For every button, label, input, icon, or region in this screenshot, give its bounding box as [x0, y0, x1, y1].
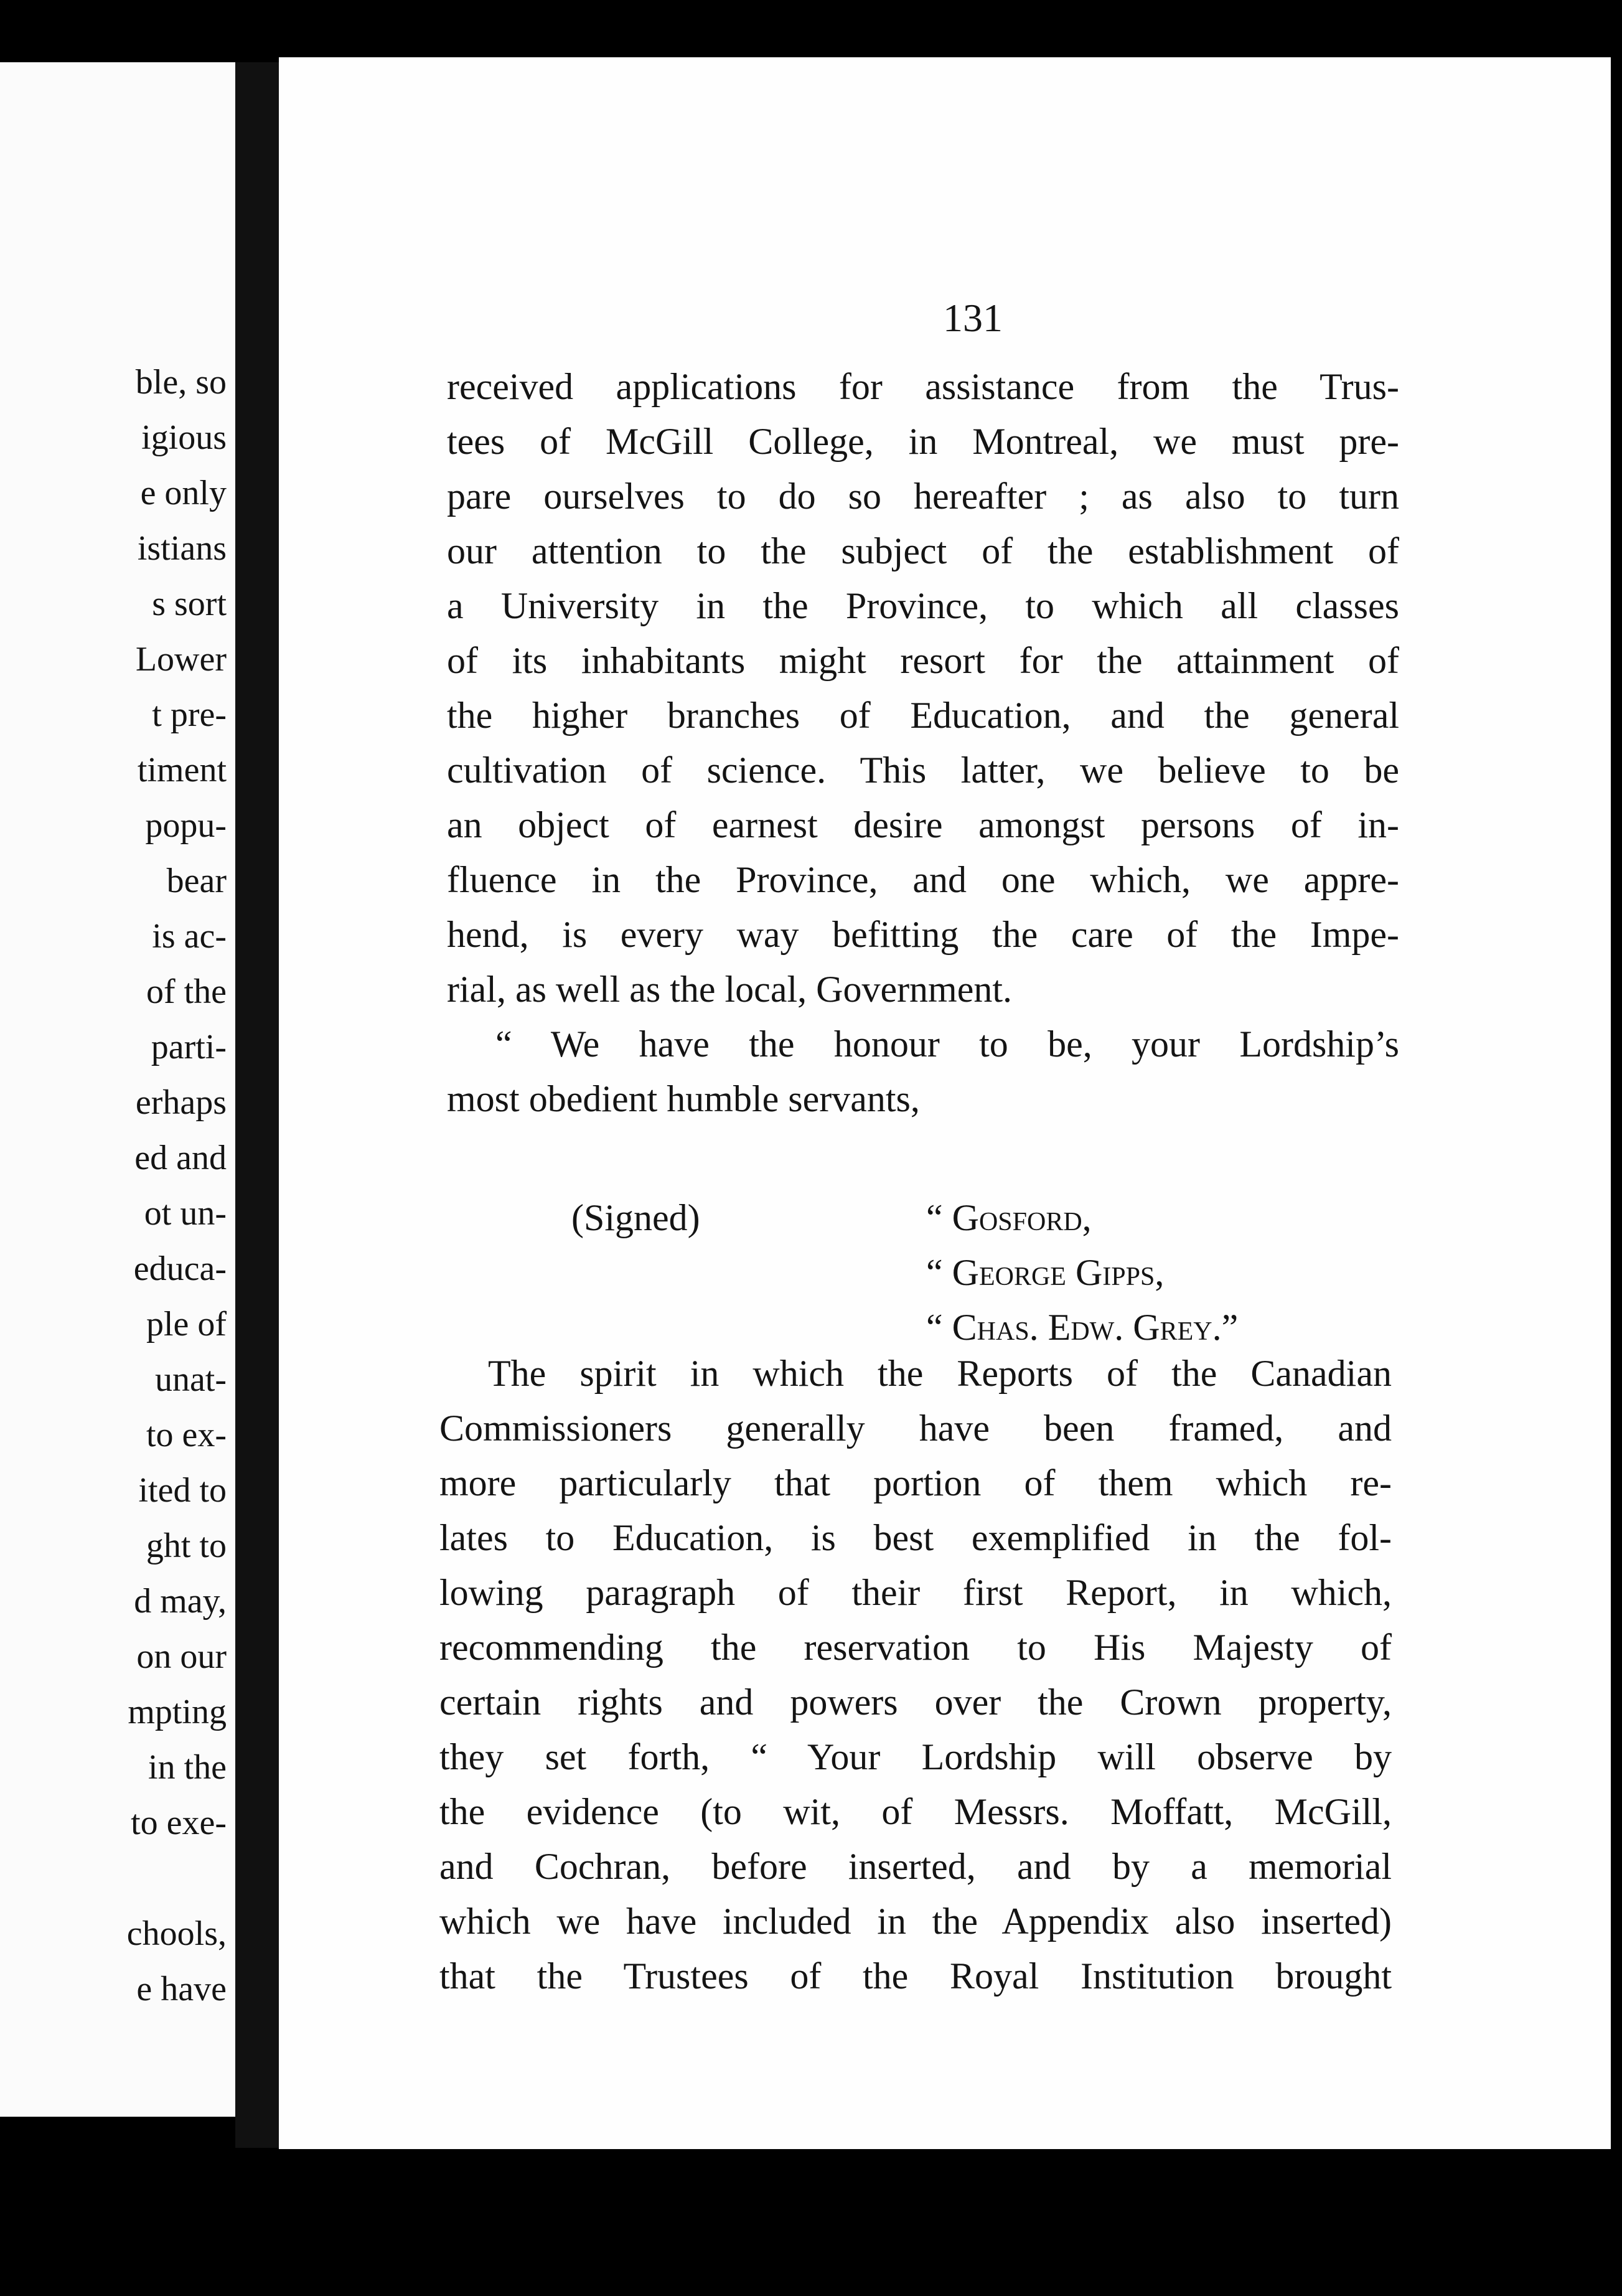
- facing-line: ot un-: [144, 1194, 227, 1233]
- text-line: more particularly that portion of them which re-: [439, 1462, 1392, 1503]
- text-line: the higher branches of Education, and the general: [447, 695, 1399, 736]
- facing-line: to exe-: [131, 1804, 227, 1842]
- facing-page: [0, 62, 235, 2117]
- facing-line: ble, so: [135, 363, 227, 402]
- facing-line: educa-: [133, 1249, 227, 1288]
- facing-line: of the: [146, 972, 227, 1011]
- text-line: lates to Education, is best exemplified in the fol-: [439, 1517, 1392, 1558]
- text-line: which we have included in the Appendix also inserted): [439, 1901, 1392, 1942]
- text-line: and Cochran, before inserted, and by a memorial: [439, 1846, 1392, 1887]
- text-line: lowing paragraph of their first Report, in which,: [439, 1572, 1392, 1613]
- text-line: tees of McGill College, in Montreal, we must pre-: [447, 421, 1399, 462]
- facing-line: to ex-: [146, 1416, 227, 1454]
- facing-line: igious: [141, 418, 227, 457]
- text-line: certain rights and powers over the Crown property,: [439, 1682, 1392, 1723]
- page-number: 131: [943, 296, 1003, 340]
- facing-line: popu-: [145, 806, 227, 845]
- book-gutter: [235, 62, 279, 2148]
- facing-line: in the: [148, 1748, 227, 1787]
- facing-line: on our: [136, 1637, 227, 1676]
- signatory-list: [926, 1190, 1238, 1355]
- text-line: they set forth, “ Your Lordship will observe by: [439, 1736, 1392, 1777]
- facing-line: unat-: [154, 1360, 227, 1399]
- text-line: that the Trustees of the Royal Institution brought: [439, 1955, 1392, 1997]
- text-line: hend, is every way befitting the care of the Impe-: [447, 914, 1399, 955]
- facing-line: ght to: [146, 1527, 227, 1565]
- text-line: pare ourselves to do so hereafter ; as also to turn: [447, 476, 1399, 517]
- facing-page-text: [127, 355, 227, 2017]
- facing-line: parti-: [151, 1028, 227, 1066]
- text-line: recommending the reservation to His Majesty of: [439, 1627, 1392, 1668]
- facing-line: is ac-: [152, 917, 227, 956]
- facing-line: Lower: [135, 640, 227, 679]
- facing-line: mpting: [128, 1693, 227, 1731]
- text-line: Commissioners generally have been framed, and: [439, 1408, 1392, 1449]
- text-line: an object of earnest desire amongst persons of in-: [447, 804, 1399, 845]
- text-line: The spirit in which the Reports of the Canadian: [488, 1353, 1392, 1394]
- facing-line: e have: [136, 1970, 227, 2008]
- book-page: [279, 57, 1611, 2149]
- facing-line: ple of: [146, 1305, 227, 1343]
- facing-line: erhaps: [135, 1083, 227, 1122]
- facing-line: ited to: [138, 1471, 227, 1510]
- paragraph: [439, 1346, 1392, 2003]
- facing-line: d may,: [134, 1582, 227, 1621]
- signatory: “ George Gipps,: [926, 1252, 1165, 1293]
- text-line: our attention to the subject of the establishment of: [447, 530, 1399, 572]
- text-line: rial, as well as the local, Government.: [447, 969, 1013, 1010]
- facing-line: timent: [137, 751, 227, 789]
- facing-line: t pre-: [152, 695, 227, 734]
- signatory: “ Chas. Edw. Grey.”: [926, 1307, 1239, 1348]
- text-line: of its inhabitants might resort for the attainment of: [447, 640, 1399, 681]
- facing-line: ed and: [134, 1139, 227, 1177]
- signatory: “ Gosford,: [926, 1197, 1092, 1238]
- text-line: a University in the Province, to which all classes: [447, 585, 1399, 626]
- facing-line: s sort: [152, 585, 227, 623]
- text-line: received applications for assistance from the Trus-: [447, 366, 1399, 407]
- text-line: “ We have the honour to be, your Lordship’s: [495, 1023, 1399, 1065]
- facing-line: [127, 1851, 227, 1906]
- facing-line: istians: [137, 529, 227, 568]
- paragraph-continued: [447, 359, 1399, 1126]
- text-line: fluence in the Province, and one which, we appre-: [447, 859, 1399, 900]
- facing-line: chools,: [126, 1914, 227, 1953]
- text-line: most obedient humble servants,: [447, 1078, 920, 1119]
- text-line: cultivation of science. This latter, we believe to be: [447, 750, 1399, 791]
- text-line: the evidence (to wit, of Messrs. Moffatt, McGill,: [439, 1791, 1392, 1832]
- signed-label: (Signed): [571, 1197, 700, 1238]
- facing-line: bear: [166, 862, 227, 900]
- facing-line: e only: [140, 474, 227, 512]
